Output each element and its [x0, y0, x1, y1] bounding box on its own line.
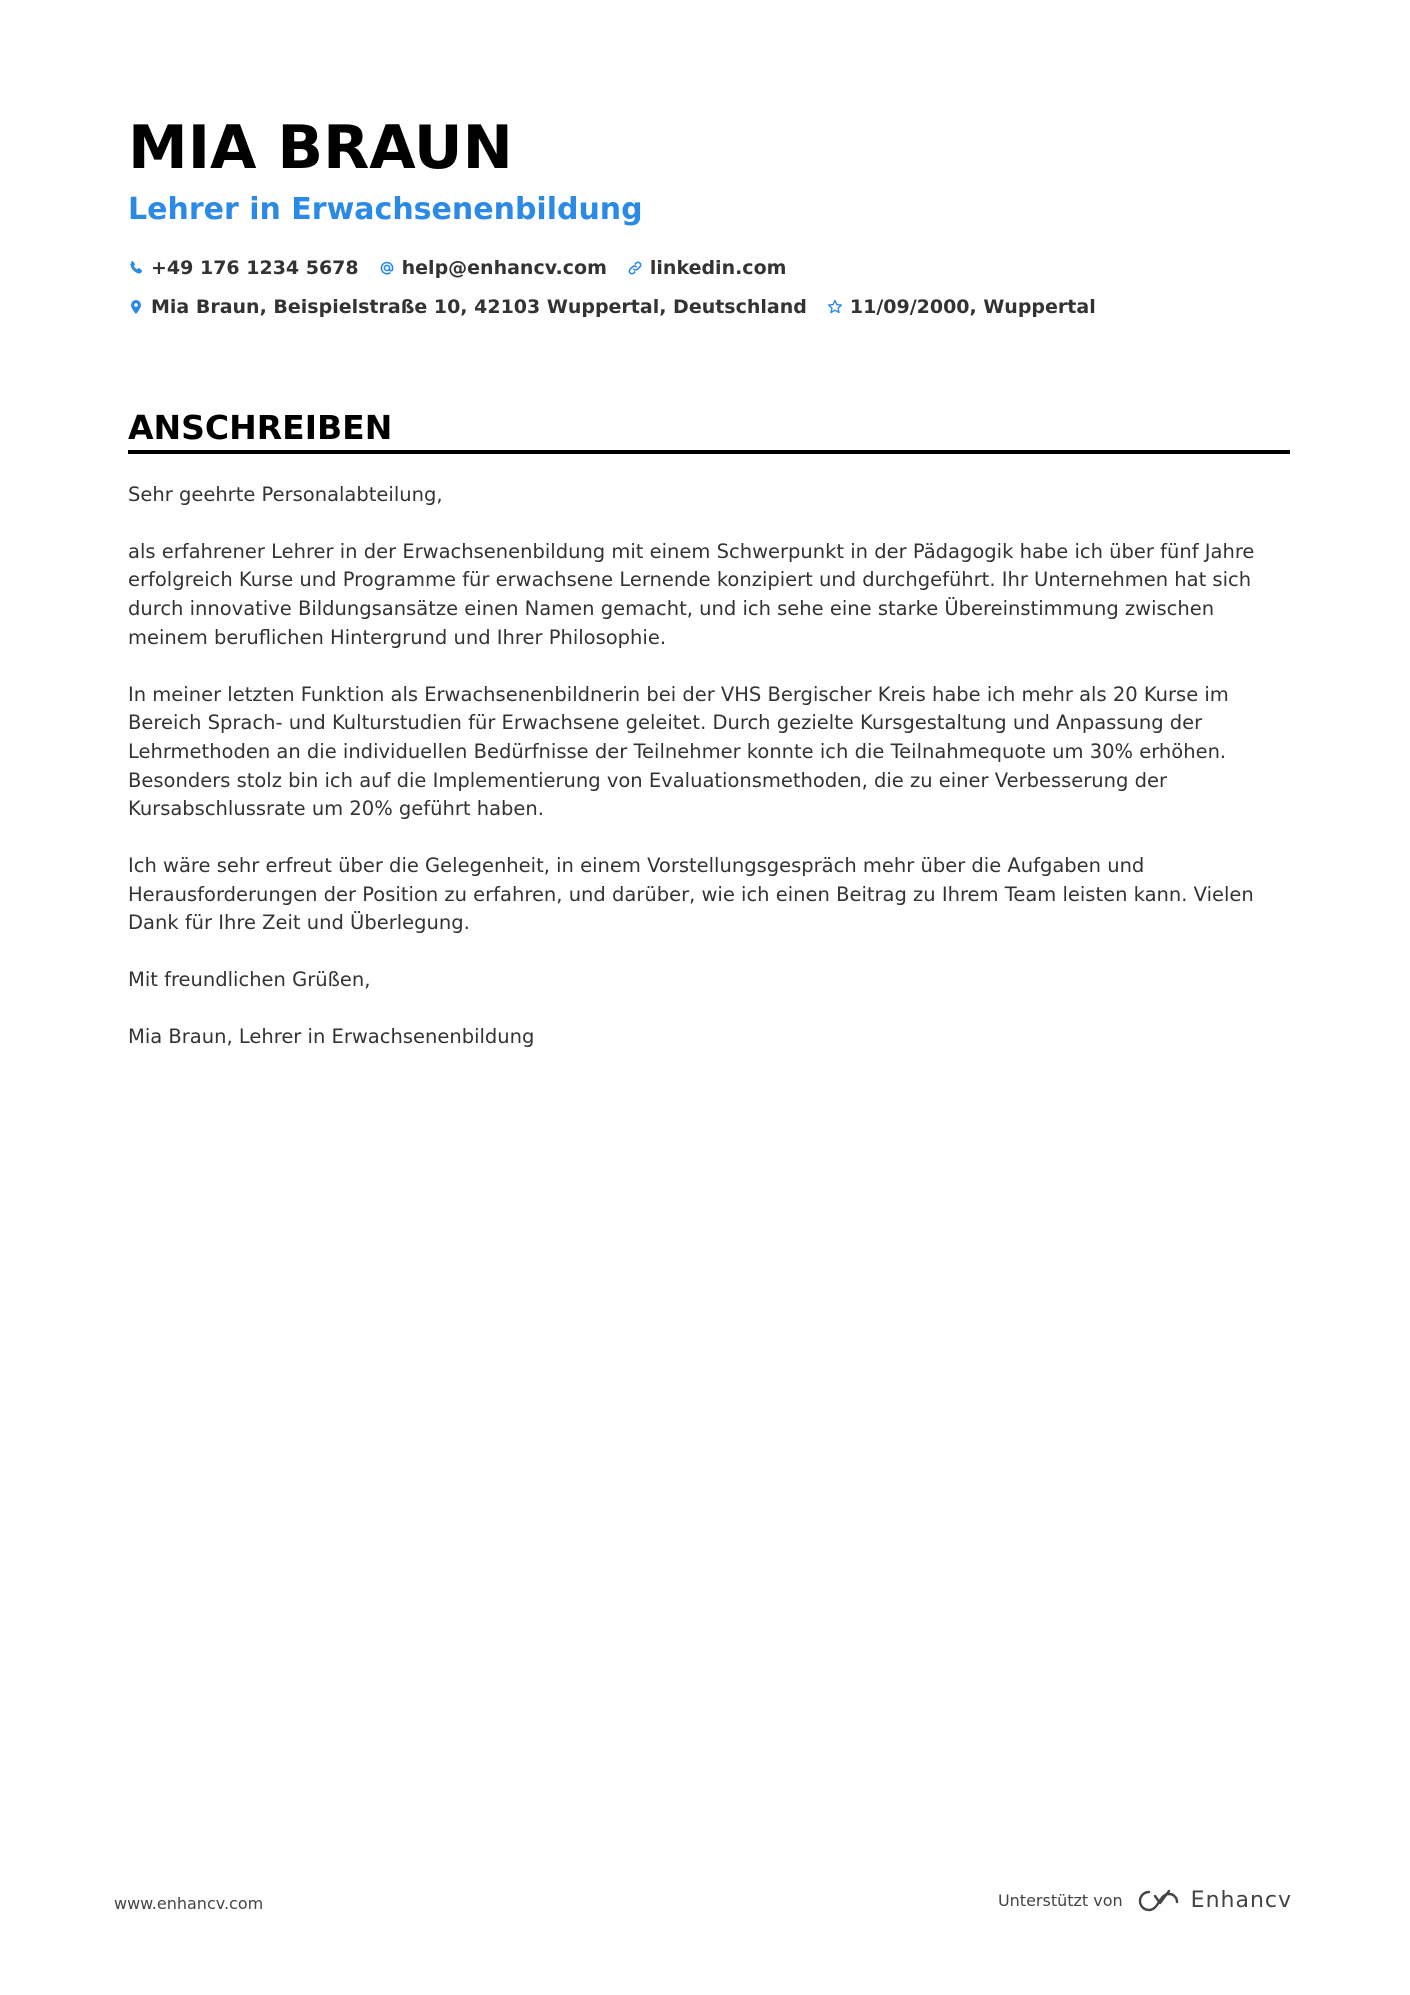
- birth-text: 11/09/2000, Wuppertal: [849, 296, 1096, 318]
- letter-paragraph: In meiner letzten Funktion als Erwachsenenbildnerin bei der VHS Bergischer Kreis habe ich mehr als 20 Kurse im Bereich Sprach- und Kulturstudien für Erwachsene geleitet. Durch gezielte Kursgestaltung und Anpassung der Lehrmethoden an die individuellen Bedürfnisse der Teilnehmer konnte ich die Teilnahmequote um 30% erhöhen. Besonders stolz bin ich auf die Implementierung von Evaluationsmethoden, die zu einer Verbesserung der Kursabschlussrate um 20% geführt haben.: [128, 682, 1229, 821]
- contact-email[interactable]: [379, 254, 607, 282]
- star-icon: [827, 299, 843, 315]
- letter-body: [128, 481, 1290, 1080]
- contact-address: [128, 293, 807, 321]
- link-icon: [627, 260, 643, 276]
- letter-paragraph: als erfahrener Lehrer in der Erwachsenenbildung mit einem Schwerpunkt in der Pädagogik habe ich über fünf Jahre erfolgreich Kurse und Programme für erwachsene Lernende konzipiert und durchgeführt. Ihr Unternehmen hat sich durch innovative Bildungsansätze einen Namen gemacht, und ich sehe eine starke Übereinstimmung zwischen meinem beruflichen Hintergrund und Ihrer Philosophie.: [128, 539, 1255, 649]
- address-text: Mia Braun, Beispielstraße 10, 42103 Wuppertal, Deutschland: [151, 296, 807, 318]
- enhancv-logo-text: Enhancv: [1190, 1888, 1292, 1913]
- contact-phone: [128, 254, 359, 282]
- location-pin-icon: [128, 299, 144, 315]
- enhancv-logo-icon: [1135, 1888, 1181, 1914]
- contact-row-secondary: [128, 293, 1116, 321]
- linkedin-link[interactable]: linkedin.com: [649, 257, 787, 279]
- section-divider: [128, 450, 1290, 454]
- email-address[interactable]: help@enhancv.com: [401, 257, 607, 279]
- job-title: Lehrer in Erwachsenenbildung: [128, 192, 643, 227]
- at-icon: [379, 260, 395, 276]
- applicant-name: MIA BRAUN: [128, 113, 513, 183]
- phone-number: +49 176 1234 5678: [151, 257, 359, 279]
- section-title: ANSCHREIBEN: [128, 408, 393, 447]
- letter-signature: Mia Braun, Lehrer in Erwachsenenbildung: [128, 1024, 535, 1048]
- contact-birth: [827, 293, 1096, 321]
- letter-salutation: Sehr geehrte Personalabteilung,: [128, 483, 443, 506]
- contact-linkedin[interactable]: [627, 254, 787, 282]
- phone-icon: [128, 260, 144, 276]
- footer-website[interactable]: www.enhancv.com: [114, 1894, 264, 1913]
- letter-paragraph: Ich wäre sehr erfreut über die Gelegenheit, in einem Vorstellungsgespräch mehr über die Aufgaben und Herausforderungen der Position zu erfahren, und darüber, wie ich einen Beitrag zu Ihrem Team leisten kann. Vielen Dank für Ihre Zeit und Überlegung.: [128, 854, 1254, 935]
- letter-closing: Mit freundlichen Grüßen,: [128, 968, 371, 992]
- footer-branding: [998, 1888, 1292, 1914]
- powered-by-label: Unterstützt von: [997, 1891, 1123, 1910]
- contact-row-primary: [128, 254, 806, 282]
